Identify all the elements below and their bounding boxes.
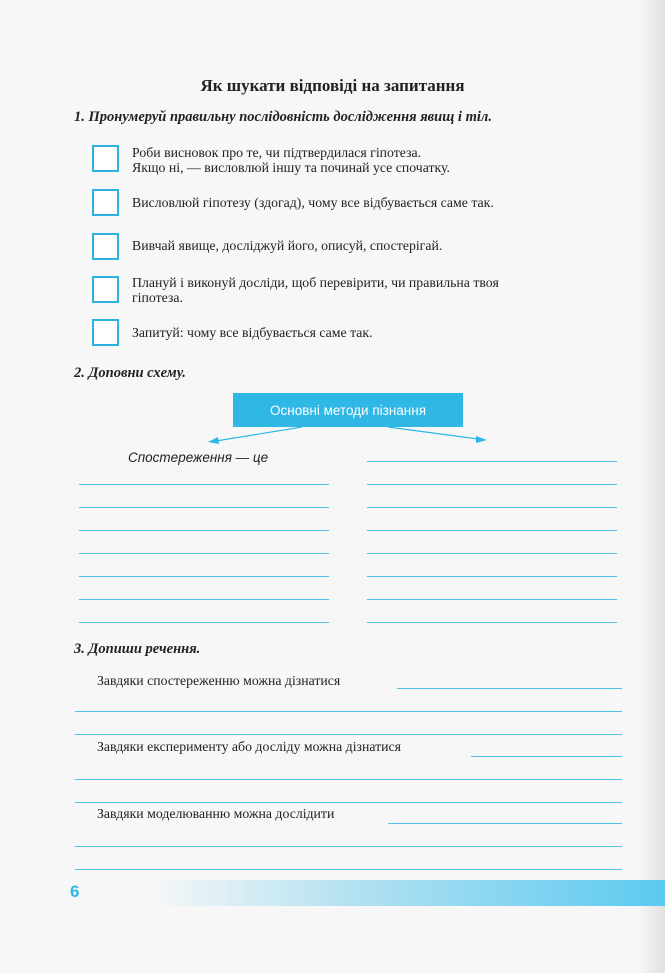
- answer-line[interactable]: [79, 553, 329, 554]
- answer-line[interactable]: [75, 869, 622, 870]
- task1-item-text: Запитуй: чому все відбувається саме так.: [132, 325, 373, 340]
- page-title: Як шукати відповіді на запитання: [200, 76, 465, 95]
- answer-line[interactable]: [79, 576, 329, 577]
- answer-line[interactable]: [79, 484, 329, 485]
- answer-line[interactable]: [75, 802, 622, 803]
- task1-item-text: Вивчай явище, досліджуй його, описуй, спостерігай.: [132, 238, 443, 253]
- answer-line[interactable]: [75, 846, 622, 847]
- task1-heading: 1. Пронумеруй правильну послідовність дослідження явищ і тіл.: [74, 109, 492, 125]
- answer-line[interactable]: [388, 823, 622, 824]
- answer-line[interactable]: [79, 599, 329, 600]
- answer-line[interactable]: [75, 711, 622, 712]
- arrow-right-head: [476, 436, 487, 443]
- task1-item-text: Роби висновок про те, чи підтвердилася гіпотеза. Якщо ні, — висловлюй іншу та починай усе спочатку.: [132, 145, 450, 175]
- sentence-experiment: Завдяки експерименту або досліду можна дізнатися: [97, 739, 402, 754]
- answer-line[interactable]: [75, 779, 622, 780]
- answer-line[interactable]: [367, 622, 617, 623]
- sentence-modeling: Завдяки моделюванню можна дослідити: [97, 806, 335, 821]
- answer-line[interactable]: [367, 599, 617, 600]
- task1-item-text: Плануй і виконуй досліди, щоб перевірити, чи правильна твоя гіпотеза.: [132, 275, 499, 305]
- answer-line[interactable]: [367, 484, 617, 485]
- answer-line[interactable]: [367, 461, 617, 462]
- answer-line[interactable]: [75, 734, 622, 735]
- answer-line[interactable]: [79, 622, 329, 623]
- task2-heading: 2. Доповни схему.: [74, 365, 186, 381]
- answer-line[interactable]: [397, 688, 622, 689]
- methods-box: Основні методи пізнання: [233, 393, 463, 427]
- task3-heading: 3. Допиши речення.: [74, 641, 201, 657]
- arrow-left-line: [216, 427, 302, 441]
- answer-line[interactable]: [471, 756, 622, 757]
- arrow-right-line: [388, 427, 478, 439]
- answer-line[interactable]: [367, 576, 617, 577]
- arrow-left-head: [208, 437, 219, 444]
- task1-item-text: Висловлюй гіпотезу (здогад), чому все відбувається саме так.: [132, 195, 494, 210]
- footer-band: [150, 880, 665, 906]
- page-number: 6: [70, 882, 80, 901]
- answer-line[interactable]: [79, 530, 329, 531]
- sentence-observation: Завдяки спостереженню можна дізнатися: [97, 673, 341, 688]
- answer-line[interactable]: [367, 507, 617, 508]
- observation-label: Спостереження — це: [128, 450, 269, 465]
- answer-line[interactable]: [367, 530, 617, 531]
- answer-line[interactable]: [367, 553, 617, 554]
- answer-line[interactable]: [79, 507, 329, 508]
